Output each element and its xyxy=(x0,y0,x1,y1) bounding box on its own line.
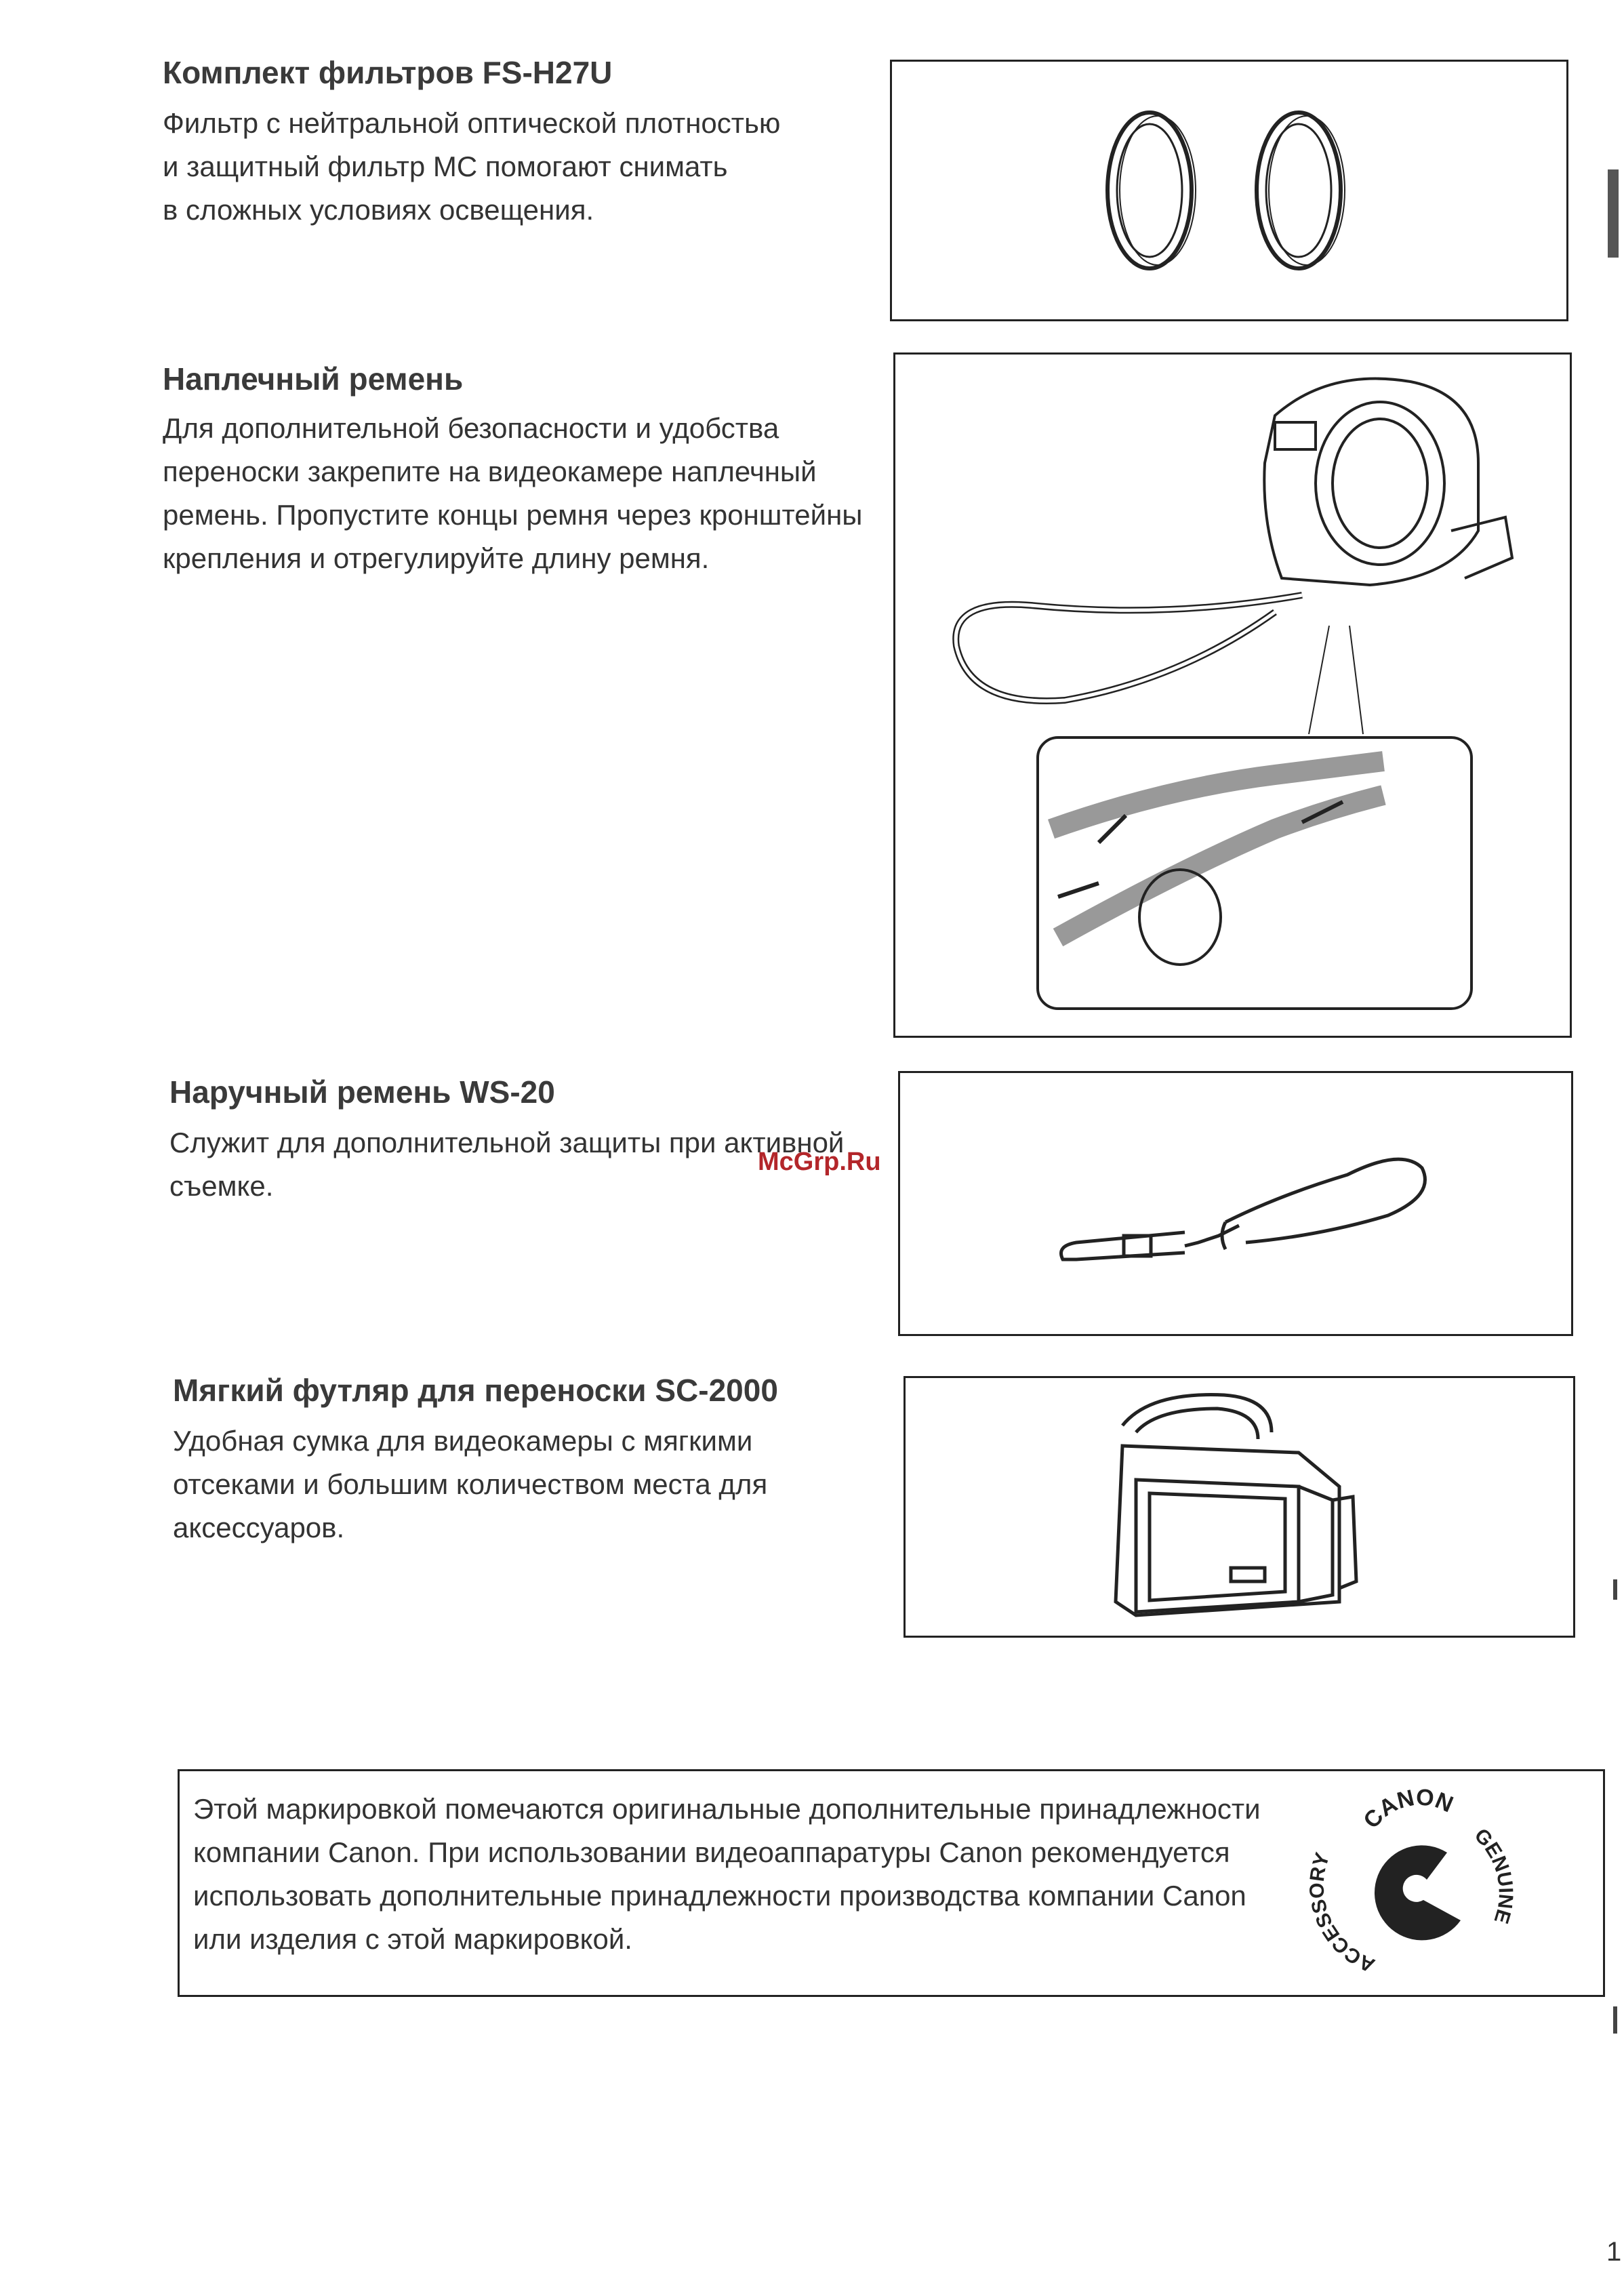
text-line: крепления и отрегулируйте длину ремня. xyxy=(163,542,710,574)
section-text-soft-case xyxy=(173,1419,767,1550)
genuine-accessory-notice xyxy=(178,1769,1605,1997)
shoulder-strap-figure xyxy=(893,352,1572,1038)
filter-rings-illustration xyxy=(892,62,1566,319)
section-title-filter-set: Комплект фильтров FS-H27U xyxy=(163,55,613,90)
seal-top-text: CANON xyxy=(1358,1784,1457,1834)
edge-mark xyxy=(1613,2006,1617,2034)
canon-genuine-accessory-seal xyxy=(1305,1778,1535,1988)
text-line: или изделия с этой маркировкой. xyxy=(193,1923,632,1955)
text-line: Удобная сумка для видеокамеры с мягкими xyxy=(173,1425,753,1457)
camcorder-strap-illustration xyxy=(895,355,1570,1036)
text-line: Для дополнительной безопасности и удобства xyxy=(163,412,779,444)
seal-right-text: GENUINE xyxy=(1469,1824,1518,1926)
text-line: в сложных условиях освещения. xyxy=(163,194,594,226)
page-number: 1 xyxy=(1606,2237,1622,2267)
text-line: компании Canon. При использовании видеоаппаратуры Canon рекомендуется xyxy=(193,1836,1230,1868)
svg-text:CANON xyxy=(1358,1784,1457,1834)
section-text-shoulder-strap xyxy=(163,407,862,580)
edge-tab xyxy=(1608,169,1619,258)
text-line: аксессуаров. xyxy=(173,1512,345,1543)
text-line: съемке. xyxy=(169,1170,274,1202)
soft-case-illustration xyxy=(906,1378,1573,1636)
text-line: ремень. Пропустите концы ремня через кронштейны xyxy=(163,499,863,531)
soft-case-figure xyxy=(904,1376,1575,1638)
section-title-wrist-strap: Наручный ремень WS-20 xyxy=(169,1074,555,1110)
section-title-shoulder-strap: Наплечный ремень xyxy=(163,361,464,397)
text-line: отсеками и большим количеством места для xyxy=(173,1468,768,1500)
text-line: использовать дополнительные принадлежности производства компании Canon xyxy=(193,1880,1246,1912)
svg-text:GENUINE xyxy=(1470,1824,1518,1926)
notice-text xyxy=(193,1787,1261,1961)
text-line: и защитный фильтр MC помогают снимать xyxy=(163,150,728,182)
watermark: McGrp.Ru xyxy=(758,1148,881,1176)
section-text-filter-set xyxy=(163,102,780,232)
text-line: Этой маркировкой помечаются оригинальные дополнительные принадлежности xyxy=(193,1793,1261,1825)
svg-text:ACCESSORY xyxy=(1305,1850,1378,1976)
text-line: Фильтр с нейтральной оптической плотностью xyxy=(163,107,781,139)
seal-left-text: ACCESSORY xyxy=(1305,1850,1379,1977)
seal-logo-icon xyxy=(1375,1845,1461,1940)
wrist-strap-illustration xyxy=(900,1073,1571,1334)
edge-mark xyxy=(1613,1579,1617,1600)
text-line: Служит для дополнительной защиты при активной xyxy=(169,1127,845,1158)
wrist-strap-figure xyxy=(898,1071,1573,1336)
filter-set-figure xyxy=(890,60,1568,321)
section-title-soft-case: Мягкий футляр для переноски SC-2000 xyxy=(173,1373,778,1408)
text-line: переноски закрепите на видеокамере наплечный xyxy=(163,456,817,487)
section-text-wrist-strap xyxy=(169,1121,844,1208)
